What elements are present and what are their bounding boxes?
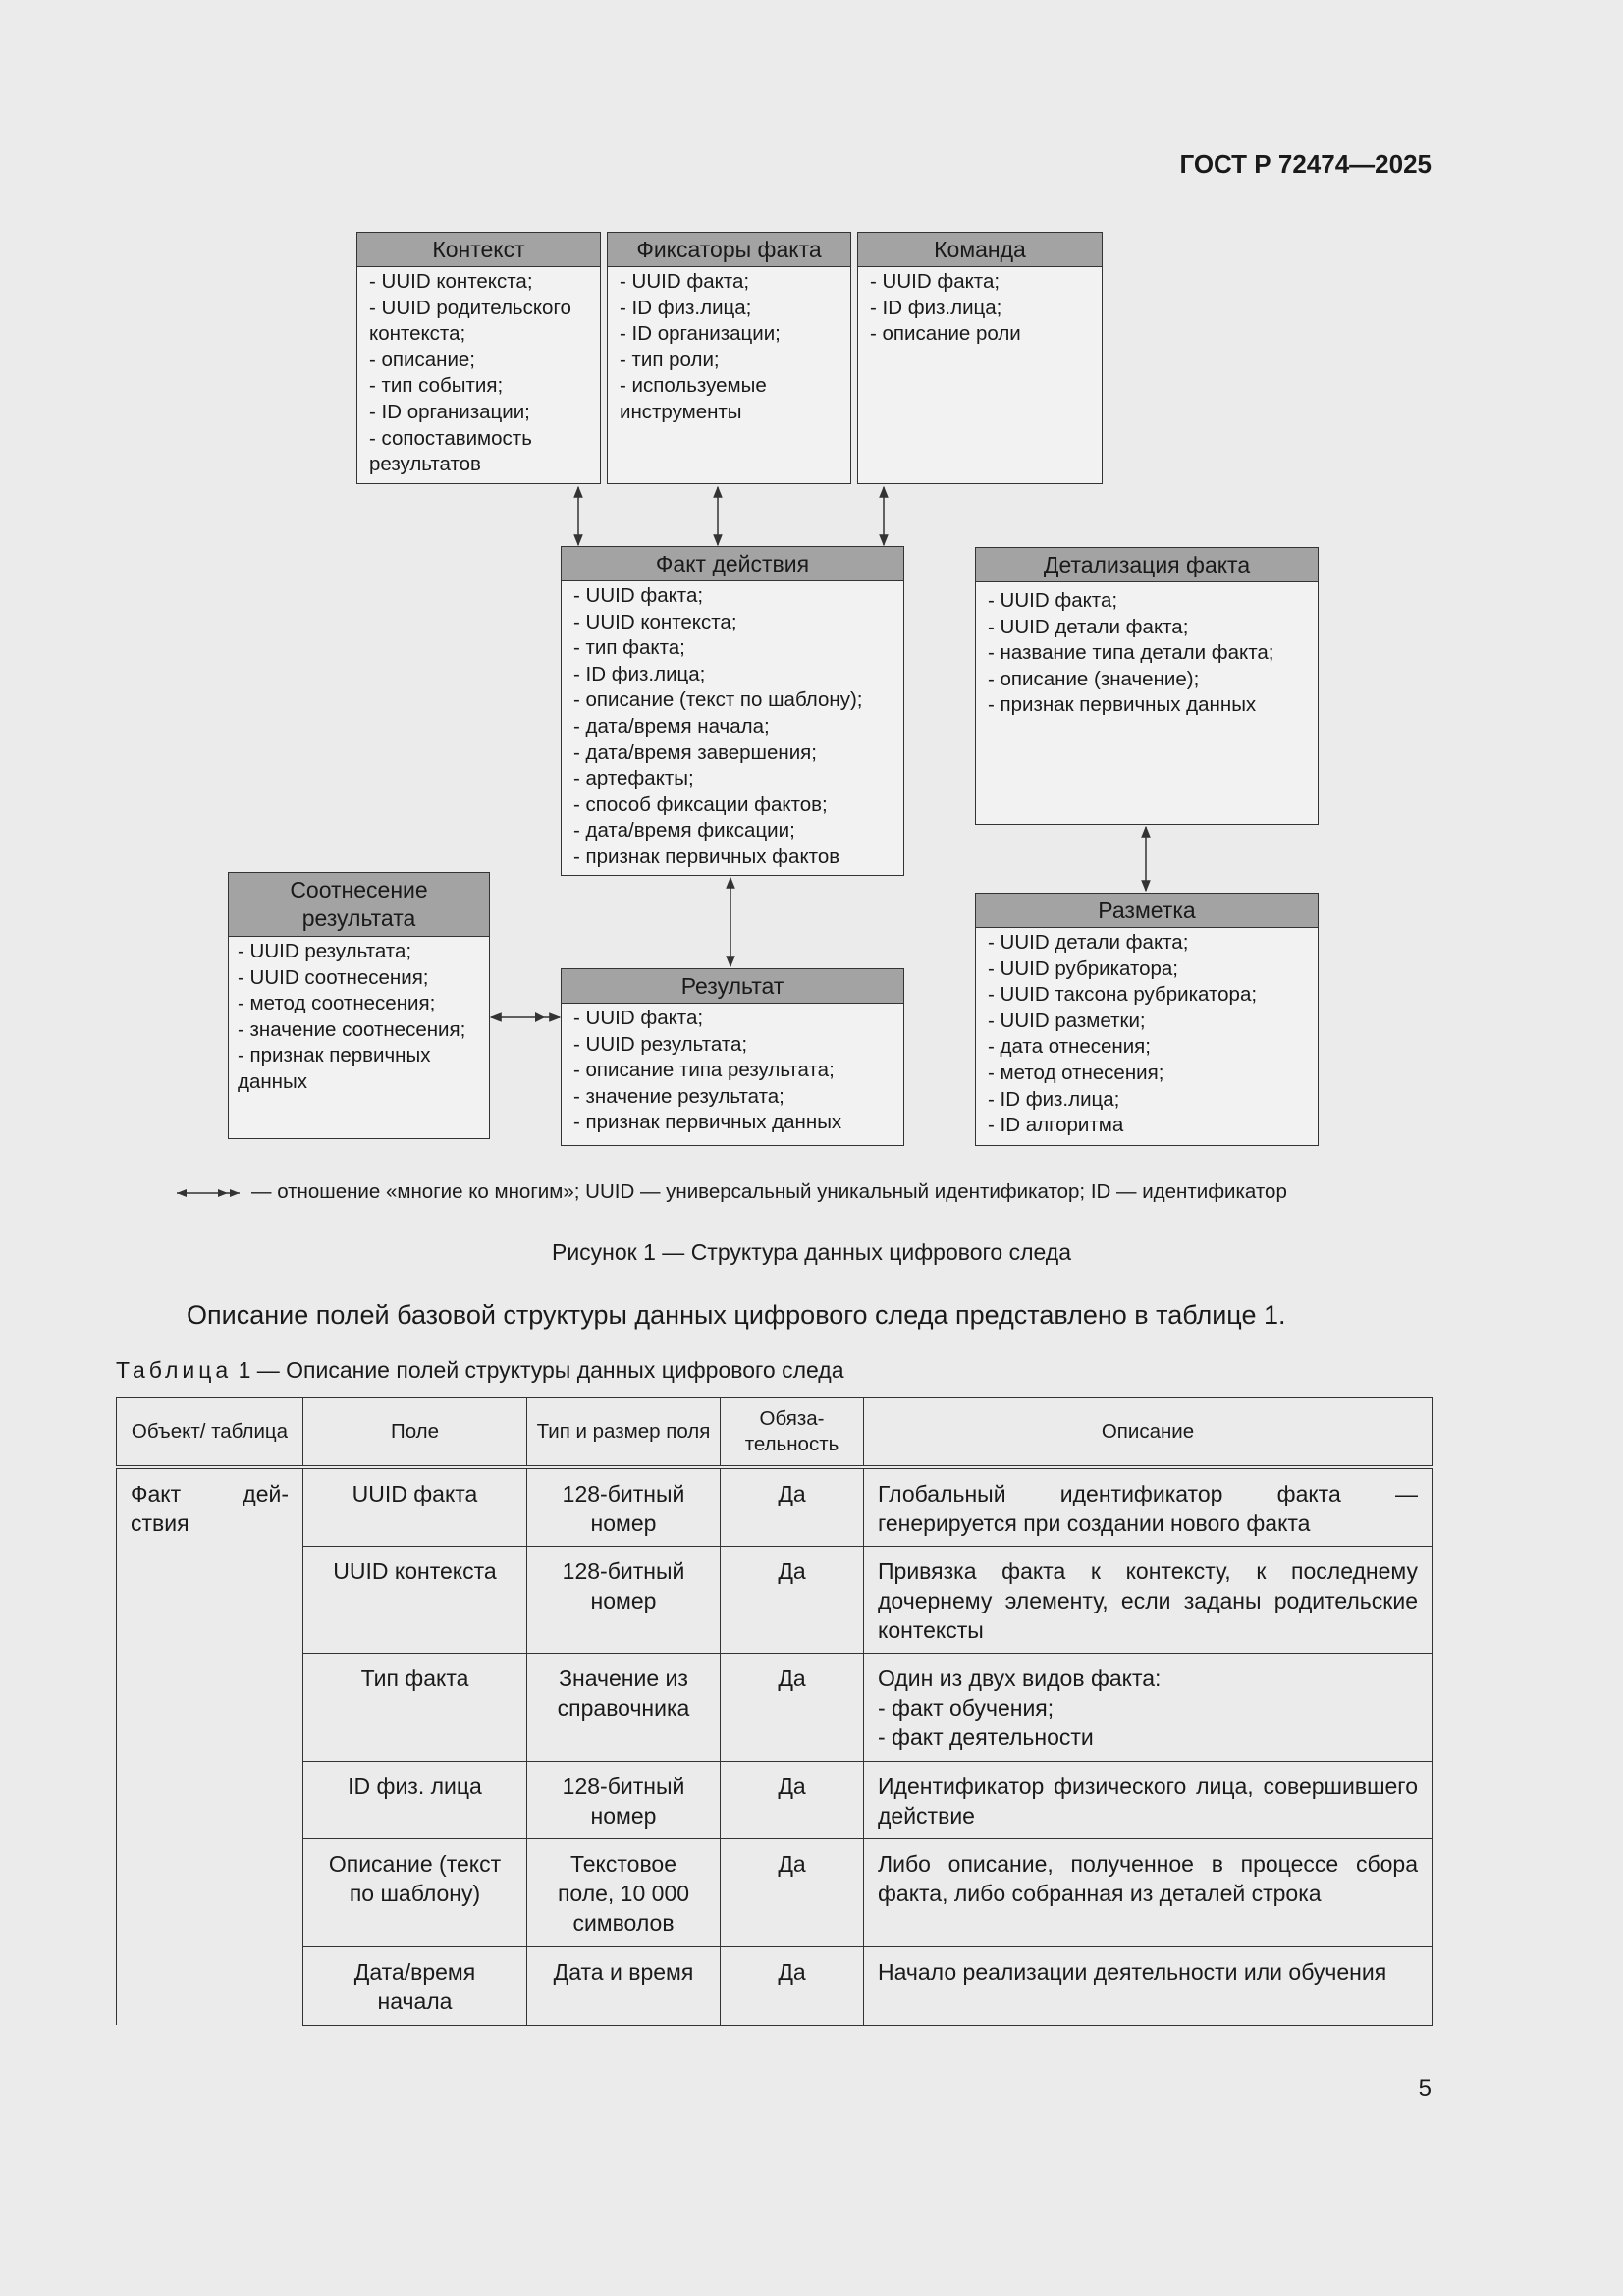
entity-title: Контекст — [357, 233, 600, 267]
connector-correlation-result-arrow2 — [535, 1012, 545, 1022]
header-cell: Тип и размер поля — [527, 1398, 721, 1468]
field-line: - дата/время начала; — [573, 714, 770, 738]
page-number: 5 — [1418, 2075, 1432, 2102]
entity-markup — [975, 893, 1319, 1146]
entity-title-line: Соотнесение — [290, 877, 428, 902]
field-line: - описание; — [369, 348, 475, 371]
entity-title-line: результата — [301, 905, 416, 931]
required-cell: Да — [721, 1946, 864, 2025]
entity-title: Разметка — [976, 894, 1318, 928]
field-line: - UUID детали факта; — [988, 615, 1189, 638]
field-line: - способ фиксации фактов; — [573, 793, 828, 816]
object-cell: Факт дей- ствия — [117, 1467, 303, 2025]
header-cell: Описание — [864, 1398, 1433, 1468]
description-cell: Начало реализации деятельности или обучения — [864, 1946, 1433, 2025]
field-line: - UUID контекста; — [369, 270, 533, 293]
field-line: - признак первичных фактов — [573, 845, 840, 868]
type-cell: 128-битный номер — [527, 1761, 721, 1838]
required-cell: Да — [721, 1653, 864, 1761]
field-cell: ID физ. лица — [303, 1761, 527, 1838]
field-line: - UUID факта; — [620, 270, 750, 293]
table-caption — [116, 1357, 844, 1384]
type-cell: Дата и время — [527, 1946, 721, 2025]
type-cell: Текстовое поле, 10 000 символов — [527, 1838, 721, 1946]
field-line: - UUID факта; — [870, 270, 1001, 293]
header-cell: Обяза- тельность — [721, 1398, 864, 1468]
header-cell: Объект/ таблица — [117, 1398, 303, 1468]
field-line: - UUID детали факта; — [988, 931, 1189, 954]
table-row — [117, 1546, 1433, 1653]
required-cell: Да — [721, 1467, 864, 1546]
entity-detail — [975, 547, 1319, 825]
header-cell: Поле — [303, 1398, 527, 1468]
field-line: - метод отнесения; — [988, 1061, 1164, 1084]
field-line: - признак первичных данных — [573, 1111, 842, 1134]
entity-fixators — [607, 232, 851, 484]
field-line: - дата/время завершения; — [573, 740, 817, 764]
description-line: - факт обучения; — [878, 1694, 1055, 1721]
entity-fact — [561, 546, 904, 876]
field-line: - описание (текст по шаблону); — [573, 688, 863, 712]
figure-caption: Рисунок 1 — Структура данных цифрового следа — [551, 1239, 1071, 1265]
field-line: - UUID таксона рубрикатора; — [988, 983, 1258, 1007]
field-line: - UUID факта; — [573, 584, 704, 607]
field-line: - UUID рубрикатора; — [988, 957, 1178, 980]
field-cell: UUID факта — [303, 1467, 527, 1546]
document-header: ГОСТ Р 72474—2025 — [1179, 149, 1432, 179]
entity-title: Детализация факта — [976, 548, 1318, 582]
many-to-many-arrow-icon — [175, 1186, 243, 1200]
description-line: - факт деятельности — [878, 1723, 1094, 1750]
entity-fields — [608, 267, 850, 426]
table-header-row — [117, 1398, 1433, 1468]
diagram-legend — [175, 1180, 1287, 1204]
field-line: - UUID результата; — [573, 1032, 748, 1056]
description-cell: Глобальный идентификатор факта — генерируется при создании нового факта — [864, 1467, 1433, 1546]
legend-text: — отношение «многие ко многим»; UUID — универсальный уникальный идентификатор; ID — идентификатор — [251, 1180, 1287, 1203]
description-cell: Привязка факта к контексту, к последнему дочернему элементу, если заданы родительские контексты — [864, 1546, 1433, 1653]
field-line: - признак первичных данных — [988, 693, 1257, 717]
table-caption-prefix: Таблица — [116, 1357, 233, 1383]
table-row — [117, 1838, 1433, 1946]
intro-paragraph: Описание полей базовой структуры данных цифрового следа представлено в таблице 1. — [187, 1300, 1286, 1330]
field-line: - UUID факта; — [988, 589, 1118, 612]
entity-fields — [858, 267, 1102, 348]
entity-correlation — [228, 872, 490, 1139]
field-line: - UUID контекста; — [573, 610, 737, 633]
field-line: - описание роли — [870, 322, 1021, 346]
field-line: контекста; — [369, 322, 466, 346]
field-line: - значение соотнесения; — [238, 1017, 466, 1041]
field-line: - название типа детали факта; — [988, 641, 1274, 665]
description-cell: Либо описание, полученное в процессе сбора факта, либо собранная из деталей строка — [864, 1838, 1433, 1946]
field-line: инструменты — [620, 400, 742, 423]
entity-title: Команда — [858, 233, 1102, 267]
field-line: - дата отнесения; — [988, 1035, 1151, 1059]
description-line: Один из двух видов факта: — [878, 1665, 1162, 1691]
field-cell: Описание (текст по шаблону) — [303, 1838, 527, 1946]
entity-fields — [562, 1004, 903, 1136]
field-line: - признак первичных — [238, 1044, 431, 1067]
required-cell: Да — [721, 1838, 864, 1946]
field-line: - ID организации; — [369, 400, 530, 423]
field-line: - дата/время фиксации; — [573, 819, 795, 843]
type-cell: 128-битный номер — [527, 1467, 721, 1546]
field-line: - ID алгоритма — [988, 1114, 1124, 1137]
field-line: - UUID факта; — [573, 1007, 704, 1029]
entity-title — [229, 873, 489, 937]
description-cell: Идентификатор физического лица, совершившего действие — [864, 1761, 1433, 1838]
field-line: - метод соотнесения; — [238, 992, 436, 1015]
field-cell: UUID контекста — [303, 1546, 527, 1653]
required-cell: Да — [721, 1761, 864, 1838]
entity-fields — [976, 928, 1318, 1139]
fields-table — [116, 1397, 1433, 2026]
type-cell: Значение из справочника — [527, 1653, 721, 1761]
field-line: - описание (значение); — [988, 667, 1200, 690]
type-cell: 128-битный номер — [527, 1546, 721, 1653]
field-line: - используемые — [620, 374, 767, 398]
entity-team — [857, 232, 1103, 484]
table-row — [117, 1653, 1433, 1761]
field-line: - UUID соотнесения; — [238, 965, 429, 989]
required-cell: Да — [721, 1546, 864, 1653]
entity-context — [356, 232, 601, 484]
entity-fields — [976, 582, 1318, 719]
field-line: данных — [238, 1069, 307, 1093]
entity-fields — [229, 937, 489, 1096]
entity-fields — [562, 581, 903, 871]
field-cell: Дата/время начала — [303, 1946, 527, 2025]
field-line: - описание типа результата; — [573, 1059, 835, 1082]
entity-result — [561, 968, 904, 1146]
table-row — [117, 1761, 1433, 1838]
field-line: - значение результата; — [573, 1084, 784, 1108]
field-line: - ID физ.лица; — [573, 662, 706, 685]
table-row — [117, 1467, 1433, 1546]
field-line: - UUID разметки; — [988, 1009, 1146, 1032]
field-cell: Тип факта — [303, 1653, 527, 1761]
field-line: - UUID родительского — [369, 296, 571, 319]
field-line: результатов — [369, 453, 481, 476]
field-line: - ID организации; — [620, 322, 781, 346]
field-line: - тип события; — [369, 374, 504, 398]
entity-title: Результат — [562, 969, 903, 1004]
entity-fields — [357, 267, 600, 478]
field-line: - артефакты; — [573, 767, 694, 791]
field-line: - ID физ.лица; — [870, 296, 1002, 319]
field-line: - ID физ.лица; — [988, 1087, 1120, 1111]
entity-title: Фиксаторы факта — [608, 233, 850, 267]
field-line: - сопоставимость — [369, 426, 532, 450]
field-line: - тип факта; — [573, 636, 685, 660]
table-row — [117, 1946, 1433, 2025]
description-cell — [864, 1653, 1433, 1761]
field-line: - UUID результата; — [238, 940, 412, 962]
entity-title: Факт действия — [562, 547, 903, 581]
field-line: - тип роли; — [620, 348, 720, 371]
table-caption-title: 1 — Описание полей структуры данных цифрового следа — [232, 1357, 844, 1383]
field-line: - ID физ.лица; — [620, 296, 752, 319]
